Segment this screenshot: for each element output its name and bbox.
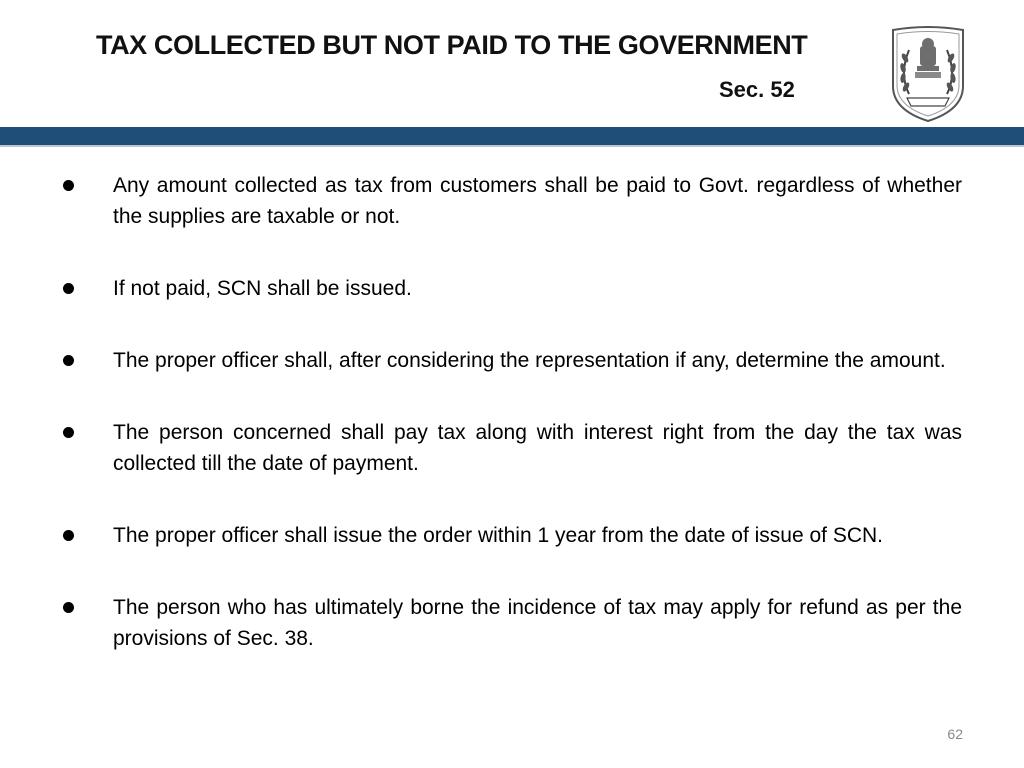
emblem-icon: [887, 24, 969, 124]
bullet-dot-icon: [63, 283, 74, 294]
bullet-item: [60, 417, 962, 479]
bullet-item: [60, 273, 962, 304]
bullet-dot-icon: [63, 180, 74, 191]
emblem-logo: [887, 24, 969, 124]
bullet-text: The proper officer shall issue the order within 1 year from the date of issue of SCN.: [113, 524, 883, 547]
bullet-dot-icon: [63, 427, 74, 438]
bullet-text: Any amount collected as tax from customers shall be paid to Govt. regardless of whether the supplies are taxable or not.: [113, 174, 962, 228]
bullet-item: [60, 592, 962, 654]
slide-subtitle: Sec. 52: [719, 77, 795, 102]
bullet-item: [60, 345, 962, 376]
bullet-text: The proper officer shall, after considering the representation if any, determine the amount.: [113, 349, 946, 372]
header-bar: [0, 127, 1024, 145]
bullet-text: The person concerned shall pay tax along with interest right from the day the tax was collected till the date of payment.: [113, 421, 962, 475]
bullet-text: The person who has ultimately borne the incidence of tax may apply for refund as per the provisions of Sec. 38.: [113, 596, 962, 650]
bullet-dot-icon: [63, 602, 74, 613]
bullet-item: [60, 520, 962, 551]
page-number: 62: [947, 726, 963, 742]
header-bar-shadow: [0, 145, 1024, 147]
bullet-text: If not paid, SCN shall be issued.: [113, 277, 412, 300]
slide-title: TAX COLLECTED BUT NOT PAID TO THE GOVERNMENT: [96, 30, 808, 60]
bullet-item: [60, 170, 962, 232]
bullet-dot-icon: [63, 530, 74, 541]
bullet-dot-icon: [63, 355, 74, 366]
bullet-list: [60, 170, 962, 654]
